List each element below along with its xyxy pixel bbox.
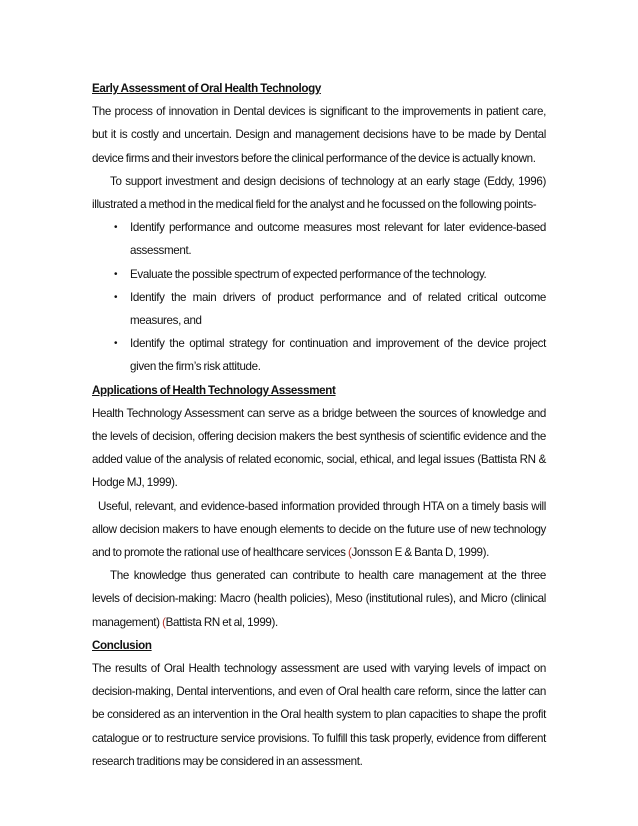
bullet-list-points — [92, 216, 546, 378]
citation-open-paren: ( — [162, 615, 166, 629]
list-item — [114, 332, 546, 378]
document-body — [92, 77, 546, 773]
bullet-icon: • — [114, 222, 118, 234]
paragraph-innovation: The process of innovation in Dental devices is significant to the improvements in patient care, but it is costly and uncertain. Design and management decisions have to be made by Dental device firms and their investors before the clinical performance of the device is actually known. — [92, 105, 546, 165]
paragraph-conclusion: The results of Oral Health technology assessment are used with varying levels of impact on decision-making, Dental interventions, and even of Oral health care reform, since the latter can be considered as an intervention in the Oral health system to plan capacities to shape the profit catalogue or to restructure service provisions. To fulfill this task properly, evidence from different research traditions may be considered in an assessment. — [92, 662, 546, 768]
paragraph-hta-bridge: Health Technology Assessment can serve as a bridge between the sources of knowledge and the levels of decision, offering decision makers the best synthesis of scientific evidence and the added value of the analysis of related economic, social, ethical, and legal issues (Battista RN & Hodge MJ, 1999). — [92, 406, 546, 490]
list-item-text: Identify the optimal strategy for continuation and improvement of the device project given the firm’s risk attitude. — [130, 337, 546, 374]
paragraph-useful-information — [92, 495, 546, 565]
list-item-text: Identify performance and outcome measures most relevant for later evidence-based assessment. — [130, 221, 546, 258]
list-item-text: Evaluate the possible spectrum of expected performance of the technology. — [130, 267, 487, 281]
section-heading-applications-hta: Applications of Health Technology Assessment — [92, 383, 336, 397]
section-heading-conclusion: Conclusion — [92, 638, 152, 652]
paragraph-support-investment: To support investment and design decisions of technology at an early stage (Eddy, 1996) illustrated a method in the medical field for the analyst and he focussed on the following points- — [92, 174, 546, 212]
list-item-text: Identify the main drivers of product performance and of related critical outcome measures, and — [130, 290, 546, 328]
bullet-icon: • — [114, 338, 118, 350]
citation-open-paren: ( — [347, 546, 352, 560]
citation-text: Battista RN et al, 1999). — [165, 615, 278, 629]
list-item — [114, 263, 546, 286]
section-heading-early-assessment: Early Assessment of Oral Health Technology — [92, 82, 321, 95]
citation-text: Jonsson E & Banta D, 1999). — [351, 546, 490, 560]
paragraph-text: The knowledge thus generated can contribute to health care management at the three levels of decision-making: Macro (health policies), Meso (institutional rules), and Micro (clinical management) — [92, 569, 546, 629]
paragraph-text: Useful, relevant, and evidence-based information provided through HTA on a timely basis will allow decision makers to have enough elements to decide on the future use of new technology and to promote the rational use of healthcare services — [92, 499, 546, 560]
paragraph-knowledge-levels — [92, 564, 546, 634]
bullet-icon: • — [114, 268, 118, 280]
list-item — [114, 286, 546, 332]
list-item — [114, 216, 546, 262]
bullet-icon: • — [114, 291, 118, 303]
